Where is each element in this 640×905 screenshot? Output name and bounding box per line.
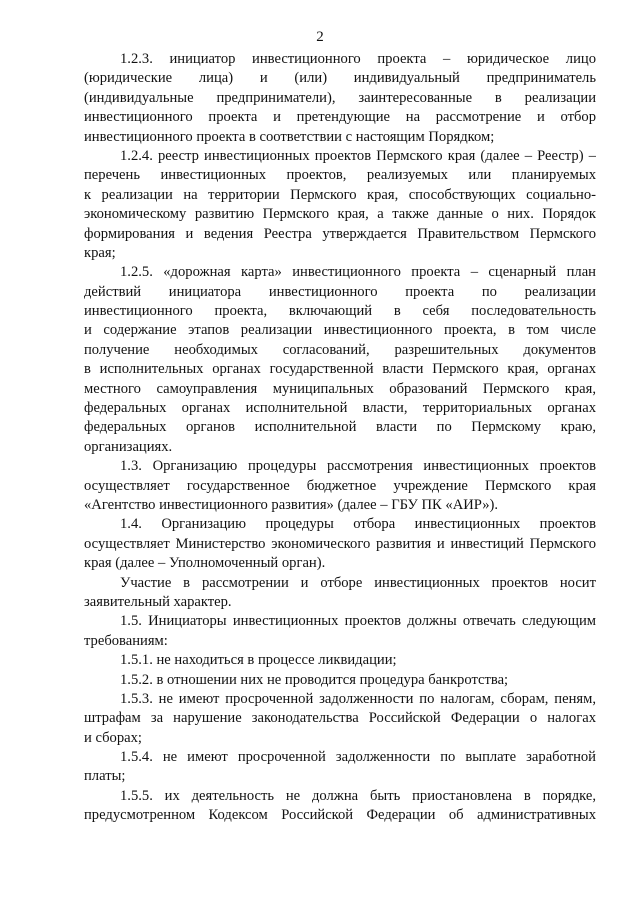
paragraph bbox=[84, 147, 596, 263]
text-line: формирования и ведения Реестра утверждается Правительством Пермского bbox=[84, 225, 596, 242]
text-line: действий инициатора инвестиционного проекта по реализации bbox=[84, 283, 596, 300]
text-line: 1.5.1. не находиться в процессе ликвидации; bbox=[120, 652, 397, 669]
text-line: инвестиционного проекта, включающий в себя последовательность bbox=[84, 303, 596, 320]
paragraph bbox=[84, 690, 596, 748]
text-line: 1.5.4. не имеют просроченной задолженности по выплате заработной bbox=[120, 749, 596, 766]
text-line: (юридические лица) и (или) индивидуальный предприниматель bbox=[84, 70, 596, 87]
text-line: осуществляет Министерство экономического развития и инвестиций Пермского bbox=[84, 535, 596, 552]
paragraph bbox=[84, 612, 596, 651]
paragraph bbox=[84, 50, 596, 147]
text-line: 1.5.5. их деятельность не должна быть приостановлена в порядке, bbox=[120, 787, 596, 804]
text-line: 1.2.3. инициатор инвестиционного проекта – юридическое лицо bbox=[120, 51, 596, 67]
text-line: осуществляет государственное бюджетное учреждение Пермского края bbox=[84, 477, 596, 494]
text-line: Участие в рассмотрении и отборе инвестиционных проектов носит bbox=[120, 574, 596, 591]
body-text bbox=[84, 50, 596, 826]
text-line: к реализации на территории Пермского края, способствующих социально- bbox=[84, 186, 596, 203]
text-line: инвестиционного проекта и претендующие на рассмотрение и отбор bbox=[84, 109, 596, 126]
text-line: перечень инвестиционных проектов, реализуемых или планируемых bbox=[84, 167, 596, 184]
text-line: экономическому развитию Пермского края, а также данные о них. Порядок bbox=[84, 206, 596, 223]
text-line: в исполнительных органах государственной власти Пермского края, органах bbox=[84, 361, 596, 378]
paragraph bbox=[84, 787, 596, 826]
text-line: 1.5. Инициаторы инвестиционных проектов должны отвечать следующим bbox=[120, 613, 596, 630]
paragraph bbox=[84, 651, 596, 670]
text-line: получение необходимых согласований, разрешительных документов bbox=[84, 341, 596, 358]
text-line: 1.2.5. «дорожная карта» инвестиционного проекта – сценарный план bbox=[120, 264, 596, 281]
text-line: 1.4. Организацию процедуры отбора инвестиционных проектов bbox=[120, 516, 596, 533]
text-line: края (далее – Уполномоченный орган). bbox=[84, 555, 326, 572]
text-line: предусмотренном Кодексом Российской Федерации об административных bbox=[84, 807, 596, 824]
page-number: 2 bbox=[316, 29, 324, 45]
text-line: и сборах; bbox=[84, 729, 142, 746]
text-line: инвестиционного проекта в соответствии с настоящим Порядком; bbox=[84, 128, 495, 145]
text-line: 1.5.3. не имеют просроченной задолженности по налогам, сборам, пеням, bbox=[120, 690, 596, 707]
text-line: заявительный характер. bbox=[84, 593, 232, 610]
text-line: платы; bbox=[84, 768, 126, 785]
text-line: местного самоуправления муниципальных образований Пермского края, bbox=[84, 380, 596, 397]
paragraph bbox=[84, 671, 596, 690]
text-line: (индивидуальные предприниматели), заинтересованные в реализации bbox=[84, 89, 596, 106]
paragraph bbox=[84, 574, 596, 613]
text-line: требованиям: bbox=[84, 632, 168, 649]
text-line: 1.2.4. реестр инвестиционных проектов Пермского края (далее – Реестр) – bbox=[120, 147, 596, 164]
text-line: 1.5.2. в отношении них не проводится процедура банкротства; bbox=[120, 671, 509, 688]
paragraph bbox=[84, 748, 596, 787]
text-line: «Агентство инвестиционного развития» (далее – ГБУ ПК «АИР»). bbox=[84, 496, 499, 513]
text-line: края; bbox=[84, 244, 116, 261]
text-line: федеральных органов исполнительной власти по Пермскому краю, bbox=[84, 419, 596, 436]
text-line: организациях. bbox=[84, 438, 173, 455]
text-line: и содержание этапов реализации инвестиционного проекта, в том числе bbox=[84, 322, 596, 339]
paragraph bbox=[84, 457, 596, 515]
text-line: федеральных органах исполнительной власти, территориальных органах bbox=[84, 400, 596, 417]
paragraph bbox=[84, 263, 596, 457]
text-line: штрафам за нарушение законодательства Российской Федерации о налогах bbox=[84, 710, 596, 727]
text-line: 1.3. Организацию процедуры рассмотрения инвестиционных проектов bbox=[120, 458, 596, 475]
paragraph bbox=[84, 515, 596, 573]
